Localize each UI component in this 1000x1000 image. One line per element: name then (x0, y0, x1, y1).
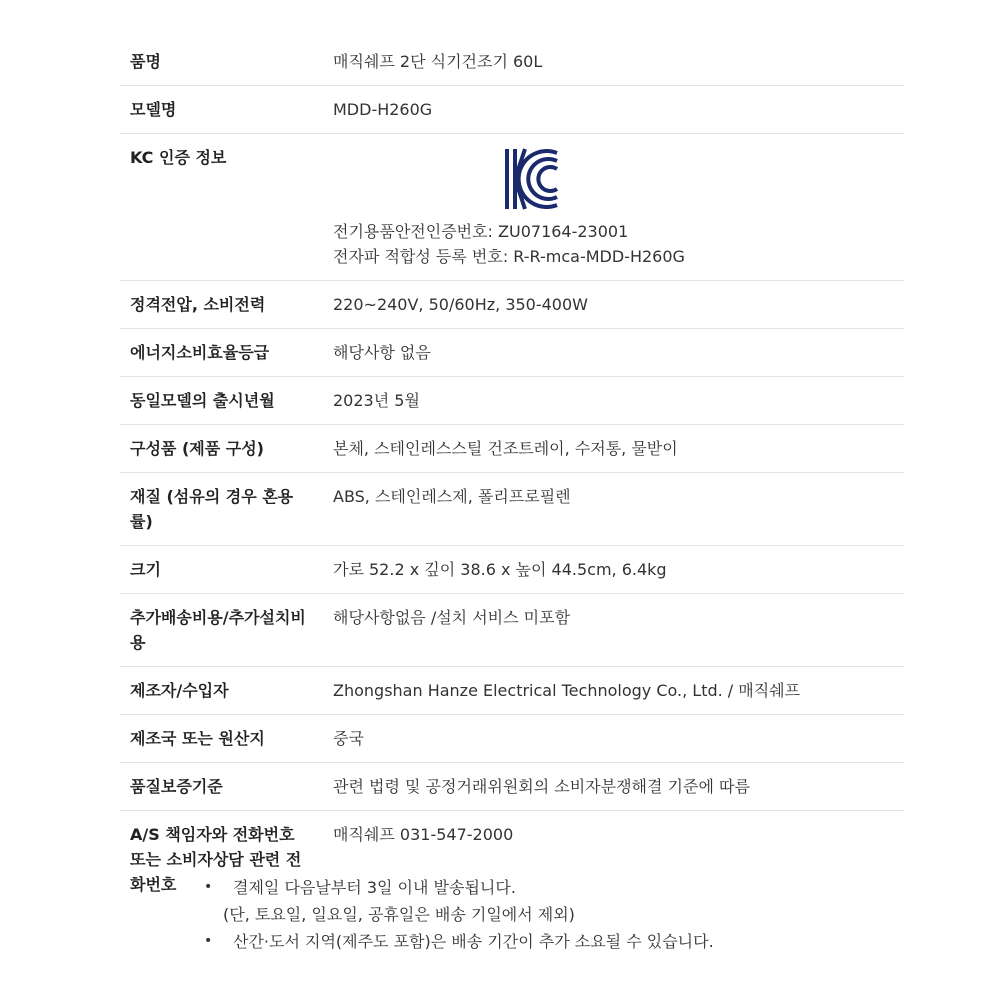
table-row (120, 667, 904, 715)
row-value: 해당사항 없음 (333, 343, 431, 362)
row-label: 크기 (130, 560, 161, 579)
note-text: 산간·도서 지역(제주도 포함)은 배송 기간이 추가 소요될 수 있습니다. (233, 932, 714, 951)
row-value: 해당사항없음 /설치 서비스 미포함 (333, 608, 571, 627)
table-row (120, 546, 904, 594)
list-item (200, 874, 714, 928)
row-value: 매직쉐프 2단 식기건조기 60L (333, 52, 543, 71)
row-value: 매직쉐프 031-547-2000 (333, 825, 514, 844)
note-text: 결제일 다음날부터 3일 이내 발송됩니다. (233, 878, 516, 897)
kc-cert-cell (327, 134, 904, 281)
table-row (120, 473, 904, 546)
row-label: 동일모델의 출시년월 (130, 391, 275, 410)
note-subtext: (단, 토요일, 일요일, 공휴일은 배송 기일에서 제외) (223, 905, 575, 924)
row-label: 에너지소비효율등급 (130, 343, 270, 362)
row-label: 제조국 또는 원산지 (130, 729, 265, 748)
row-value: 관련 법령 및 공정거래위원회의 소비자분쟁해결 기준에 따름 (333, 777, 750, 796)
row-label: KC 인증 정보 (130, 148, 227, 167)
electrical-safety-cert-number: 전기용품안전인증번호: ZU07164-23001 (333, 222, 629, 241)
bullet-icon: • (204, 933, 213, 949)
table-row (120, 377, 904, 425)
row-value: 220~240V, 50/60Hz, 350-400W (333, 295, 588, 314)
row-value: ABS, 스테인레스제, 폴리프로필렌 (333, 487, 571, 506)
table-row (120, 763, 904, 811)
row-value: MDD-H260G (333, 100, 433, 119)
row-value: Zhongshan Hanze Electrical Technology Co., Ltd. / 매직쉐프 (333, 681, 801, 700)
table-row (120, 38, 904, 86)
row-value: 본체, 스테인레스스틸 건조트레이, 수저통, 물받이 (333, 439, 678, 458)
table-row (120, 594, 904, 667)
kc-logo (503, 147, 559, 211)
row-value: 2023년 5월 (333, 391, 420, 410)
emc-registration-number: 전자파 적합성 등록 번호: R-R-mca-MDD-H260G (333, 247, 685, 266)
table-row (120, 86, 904, 134)
shipping-notes (200, 874, 714, 955)
row-label: 구성품 (제품 구성) (130, 439, 264, 458)
row-label: 추가배송비용/추가설치비용 (130, 608, 306, 652)
row-label: 품질보증기준 (130, 777, 223, 796)
table-row (120, 715, 904, 763)
row-label: 정격전압, 소비전력 (130, 295, 266, 314)
row-value: 가로 52.2 x 깊이 38.6 x 높이 44.5cm, 6.4kg (333, 560, 667, 579)
row-label: 모델명 (130, 100, 177, 119)
table-row (120, 425, 904, 473)
list-item (200, 928, 714, 955)
table-row (120, 134, 904, 281)
table-row (120, 281, 904, 329)
row-label: 품명 (130, 52, 161, 71)
table-row (120, 329, 904, 377)
row-value: 중국 (333, 729, 364, 748)
row-label: 제조자/수입자 (130, 681, 229, 700)
product-info-table (120, 38, 904, 908)
row-label: 재질 (섬유의 경우 혼용률) (130, 487, 294, 531)
row-label: A/S 책임자와 전화번호 또는 소비자상담 관련 전화번호 (130, 825, 302, 894)
bullet-icon: • (204, 879, 213, 895)
